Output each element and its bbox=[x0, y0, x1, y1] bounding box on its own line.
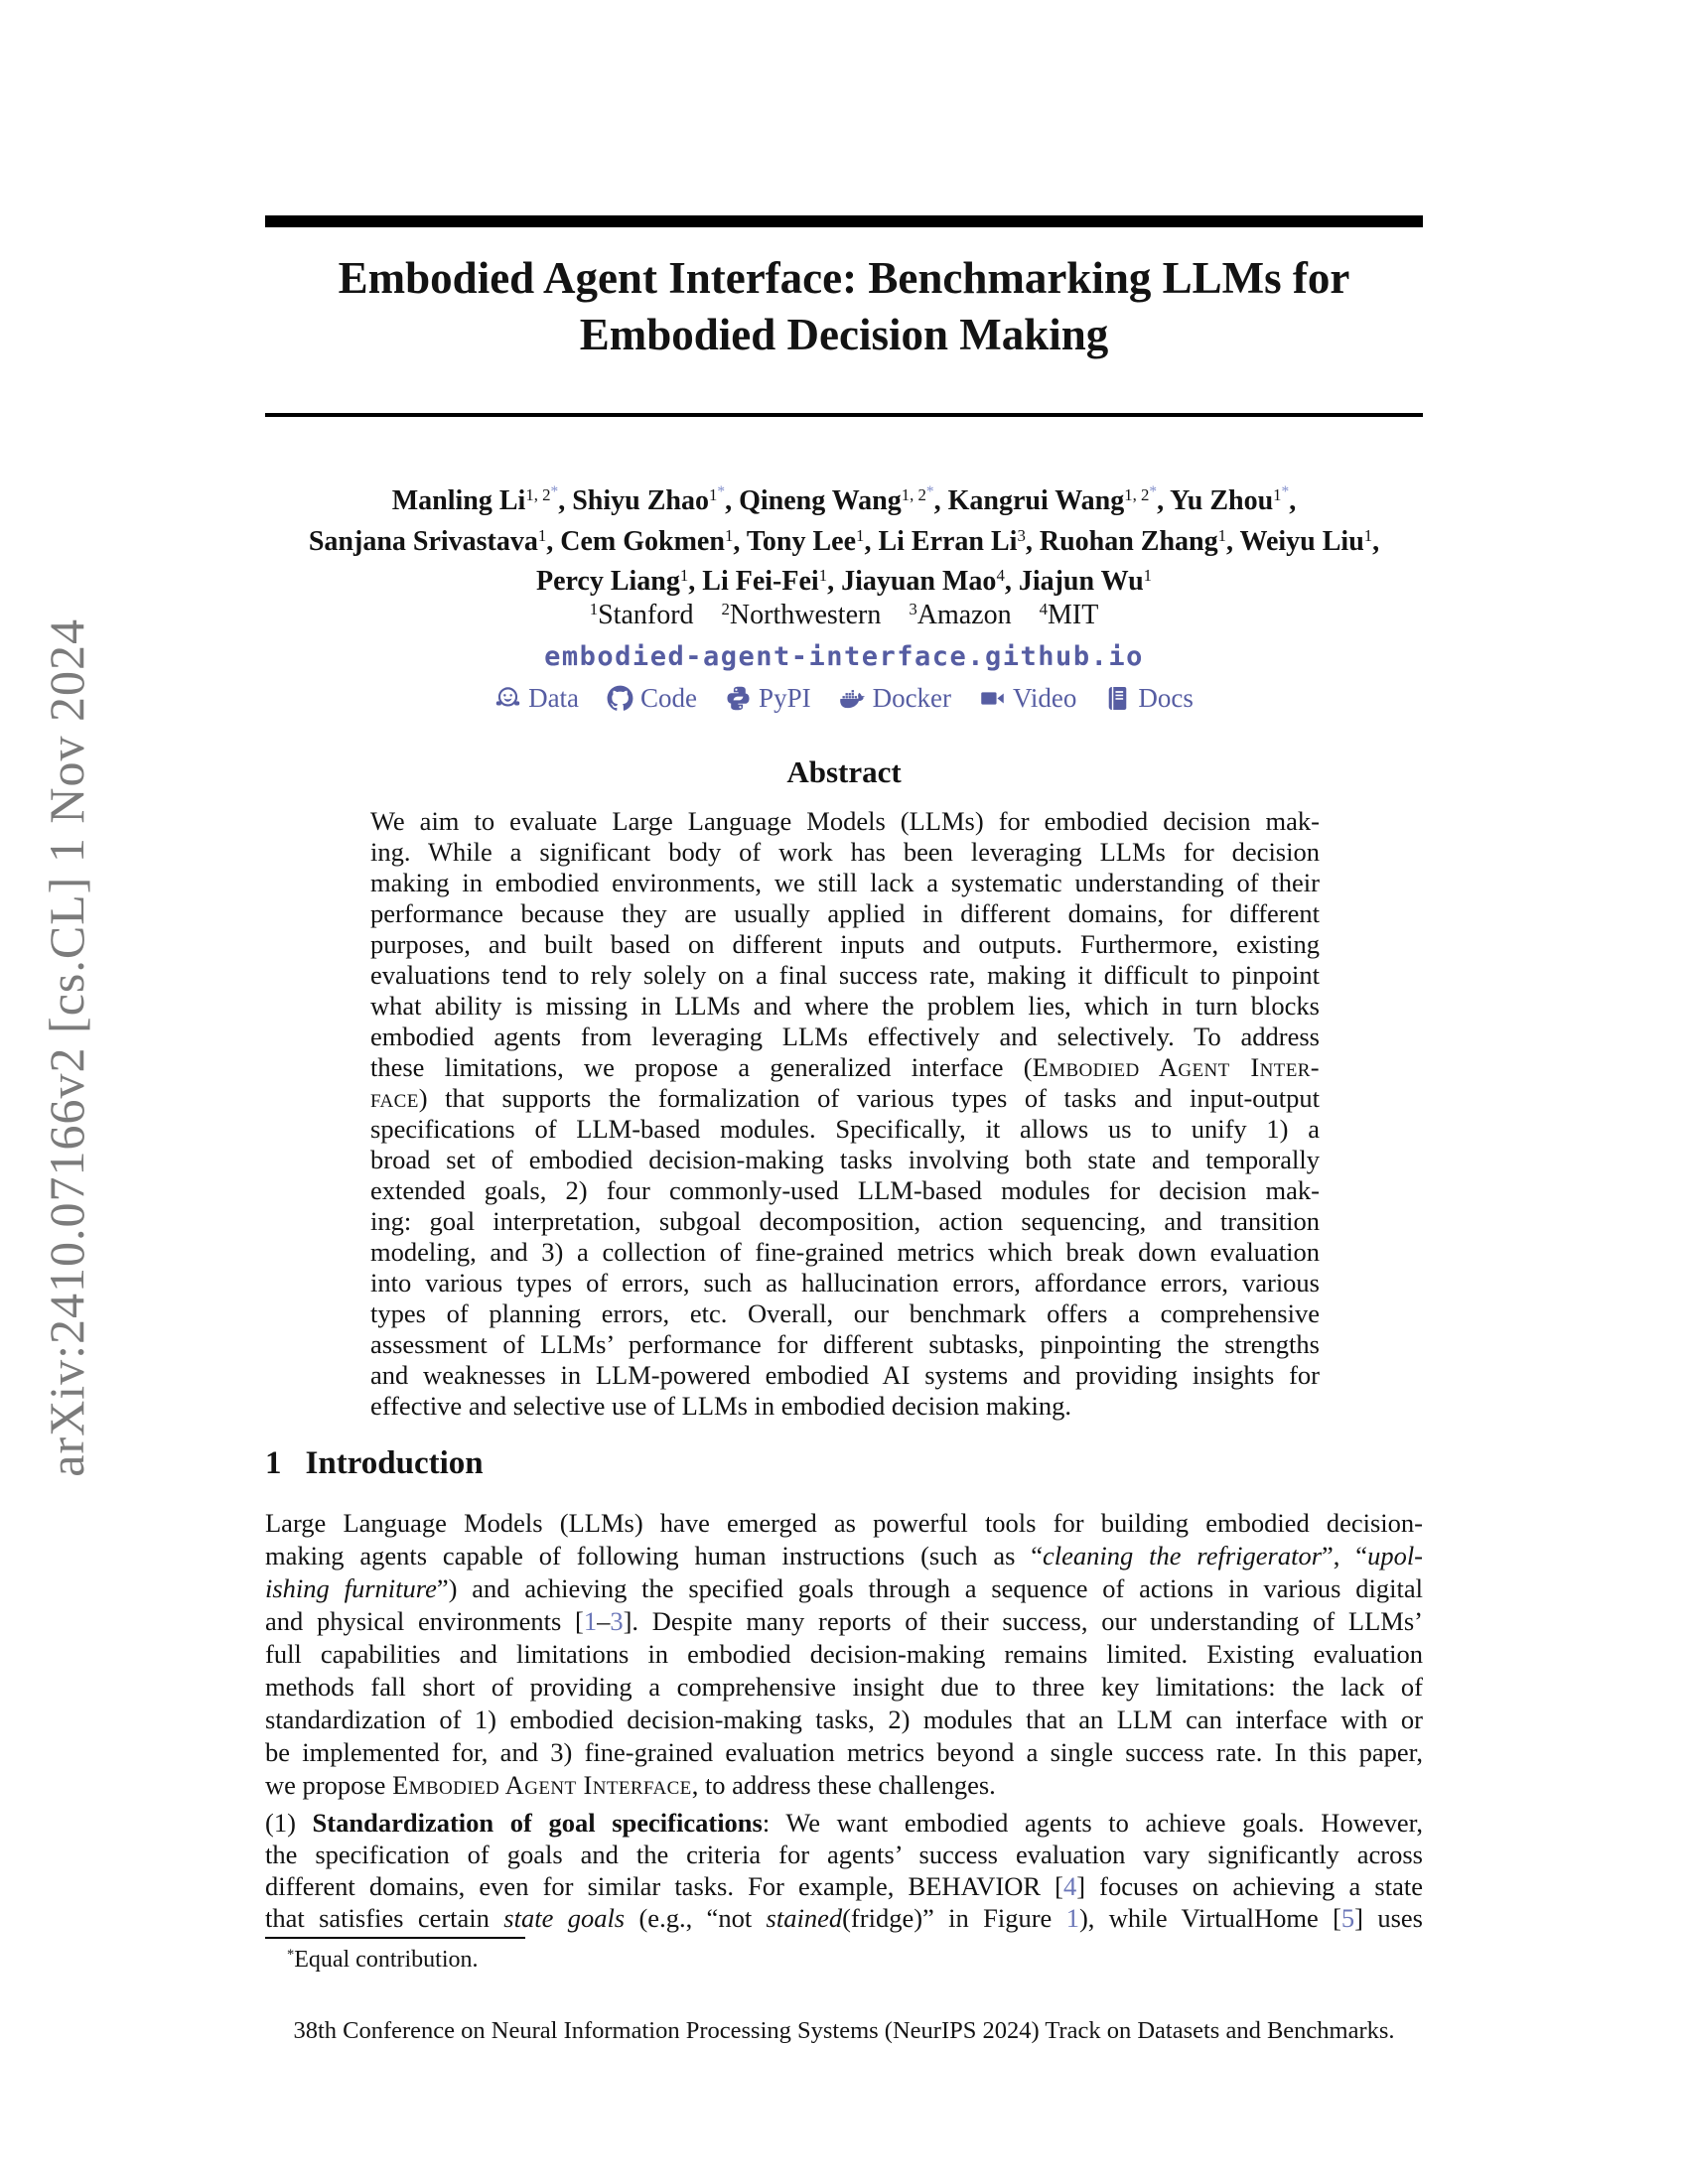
section-number: 1 bbox=[265, 1445, 282, 1481]
text-line: effective and selective use of LLMs in embodied decision making. bbox=[370, 1391, 1071, 1421]
text-line: what ability is missing in LLMs and where the problem lies, which in turn blocks bbox=[370, 991, 1320, 1021]
text-line: embodied agents from leveraging LLMs effectively and selectively. To address bbox=[370, 1022, 1320, 1051]
arxiv-watermark bbox=[36, 551, 97, 1544]
text-line: making in embodied environments, we still lack a systematic understanding of their bbox=[370, 868, 1320, 897]
affiliation-line bbox=[265, 598, 1423, 636]
introduction-paragraph-2 bbox=[265, 1807, 1423, 1934]
text-line: Percy Liang$^1$, Li Fei-Fei$^1$, Jiayuan Mao$^4$, Jiajun Wu$^1$ bbox=[535, 565, 1153, 597]
footnote-rule bbox=[265, 1937, 525, 1939]
text-line: assessment of LLMs’ performance for different subtasks, pinpointing the strengths bbox=[370, 1329, 1320, 1359]
text-line: methods fall short of providing a comprehensive insight due to three key limitations: the lack of bbox=[265, 1672, 1423, 1702]
text-line: standardization of 1) embodied decision-making tasks, 2) modules that an LLM can interface with or bbox=[265, 1705, 1423, 1734]
text-line: Sanjana Srivastava$^1$, Cem Gokmen$^1$, Tony Lee$^1$, Li Erran Li$^3$, Ruohan Zhang$^1$, Weiyu Liu$^1$, bbox=[308, 525, 1380, 557]
abstract-body bbox=[370, 806, 1320, 1422]
citation-link[interactable]: 1 bbox=[583, 1606, 598, 1636]
text-line: evaluations tend to rely solely on a final success rate, making it difficult to pinpoint bbox=[370, 960, 1320, 990]
badge-label: Docs bbox=[1138, 683, 1194, 713]
paper-title-line1: Embodied Agent Interface: Benchmarking LLMs for bbox=[338, 253, 1350, 303]
badge-label: Video bbox=[1013, 683, 1077, 713]
paper-title-line2: Embodied Decision Making bbox=[579, 310, 1109, 359]
footnote bbox=[287, 1945, 1280, 1978]
section-label: Introduction bbox=[305, 1445, 484, 1481]
introduction-paragraph-1 bbox=[265, 1507, 1423, 1802]
badge-label: PyPI bbox=[759, 683, 811, 713]
badge-video[interactable] bbox=[979, 683, 1076, 714]
badge-label: Code bbox=[640, 683, 698, 713]
text-line: into various types of errors, such as hallucination errors, affordance errors, various bbox=[370, 1268, 1320, 1297]
video-icon bbox=[979, 685, 1006, 712]
badge-docs[interactable] bbox=[1104, 683, 1194, 714]
text-line: ing. While a significant body of work has been leveraging LLMs for decision bbox=[370, 837, 1320, 867]
text-line: be implemented for, and 3) fine-grained evaluation metrics beyond a single success rate. In this paper, bbox=[265, 1737, 1423, 1767]
citation-link[interactable]: 4 bbox=[1062, 1871, 1077, 1901]
text-line: extended goals, 2) four commonly-used LLM-based modules for decision mak- bbox=[370, 1175, 1320, 1205]
project-url-row bbox=[265, 641, 1423, 672]
title-rule-bottom bbox=[265, 413, 1423, 417]
text-line: Large Language Models (LLMs) have emerged as powerful tools for building embodied decision- bbox=[265, 1508, 1423, 1538]
text-line: purposes, and built based on different inputs and outputs. Furthermore, existing bbox=[370, 929, 1320, 959]
python-icon bbox=[725, 685, 752, 712]
text-line: (1) Standardization of goal specifications: We want embodied agents to achieve goals. However, bbox=[265, 1808, 1423, 1838]
github-icon bbox=[607, 685, 633, 712]
huggingface-icon bbox=[494, 685, 521, 712]
text-line: these limitations, we propose a generalized interface (Embodied Agent Inter- bbox=[370, 1052, 1320, 1082]
badge-data[interactable] bbox=[494, 683, 579, 714]
text-line: different domains, even for similar tasks. For example, BEHAVIOR [4] focuses on achieving a state bbox=[265, 1871, 1423, 1901]
text-line: ishing furniture”) and achieving the specified goals through a sequence of actions in various digital bbox=[265, 1573, 1423, 1603]
text-line: $^1$Stanford $^2$Northwestern $^3$Amazon $^4$MIT bbox=[589, 599, 1099, 630]
text-line: specifications of LLM-based modules. Specifically, it allows us to unify 1) a bbox=[370, 1114, 1320, 1144]
badge-label: Docker bbox=[872, 683, 952, 713]
text-line: that satisfies certain state goals (e.g., “not stained(fridge)” in Figure 1), while VirtualHome [5] uses bbox=[265, 1903, 1423, 1933]
badge-code[interactable] bbox=[607, 683, 697, 714]
conference-footer: 38th Conference on Neural Information Processing Systems (NeurIPS 2024) Track on Datasets and Benchmarks. bbox=[293, 2017, 1395, 2044]
text-line: and physical environments [1–3]. Despite many reports of their success, our understanding of LLMs’ bbox=[265, 1606, 1423, 1636]
section-heading-introduction bbox=[265, 1445, 484, 1482]
text-line: full capabilities and limitations in embodied decision-making remains limited. Existing evaluation bbox=[265, 1639, 1423, 1669]
text-line: modeling, and 3) a collection of fine-grained metrics which break down evaluation bbox=[370, 1237, 1320, 1267]
text-line: *Equal contribution. bbox=[287, 1947, 479, 1973]
text-line: face) that supports the formalization of various types of tasks and input-output bbox=[370, 1083, 1320, 1113]
author-block bbox=[199, 482, 1489, 603]
citation-link[interactable]: 1 bbox=[1065, 1903, 1079, 1933]
badge-pypi[interactable] bbox=[725, 683, 811, 714]
badge-docker[interactable] bbox=[839, 683, 951, 714]
text-line: and weaknesses in LLM-powered embodied AI systems and providing insights for bbox=[370, 1360, 1320, 1390]
arxiv-watermark-text: arXiv:2410.07166v2 [cs.CL] 1 Nov 2024 bbox=[39, 617, 94, 1477]
project-url-link[interactable]: embodied-agent-interface.github.io bbox=[544, 641, 1144, 672]
text-line: performance because they are usually applied in different domains, for different bbox=[370, 898, 1320, 928]
text-line: broad set of embodied decision-making tasks involving both state and temporally bbox=[370, 1145, 1320, 1174]
docs-icon bbox=[1104, 685, 1131, 712]
citation-link[interactable]: 3 bbox=[610, 1606, 624, 1636]
text-line: Manling $Li^{1, 2*}$, Shiyu Zhao$^{1*}$, Qineng Wang$^{1, 2*}$, Kangrui Wang$^{1, 2*}$, Yu Zhou$^{1*}$, bbox=[391, 482, 1297, 516]
docker-icon bbox=[839, 685, 866, 712]
text-line: making agents capable of following human instructions (such as “cleaning the refrigerator”, “upol- bbox=[265, 1541, 1423, 1570]
text-line: types of planning errors, etc. Overall, our benchmark offers a comprehensive bbox=[370, 1298, 1320, 1328]
title-rule-top bbox=[265, 215, 1423, 227]
resource-badges bbox=[265, 683, 1423, 714]
text-line: ing: goal interpretation, subgoal decomposition, action sequencing, and transition bbox=[370, 1206, 1320, 1236]
abstract-heading: Abstract bbox=[786, 754, 902, 789]
paper-title bbox=[265, 250, 1423, 363]
text-line: we propose Embodied Agent Interface, to address these challenges. bbox=[265, 1770, 996, 1800]
text-line: the specification of goals and the criteria for agents’ success evaluation vary significantly across bbox=[265, 1840, 1423, 1869]
text-line: We aim to evaluate Large Language Models (LLMs) for embodied decision mak- bbox=[370, 806, 1320, 836]
badge-label: Data bbox=[528, 683, 580, 713]
citation-link[interactable]: 5 bbox=[1340, 1903, 1355, 1933]
